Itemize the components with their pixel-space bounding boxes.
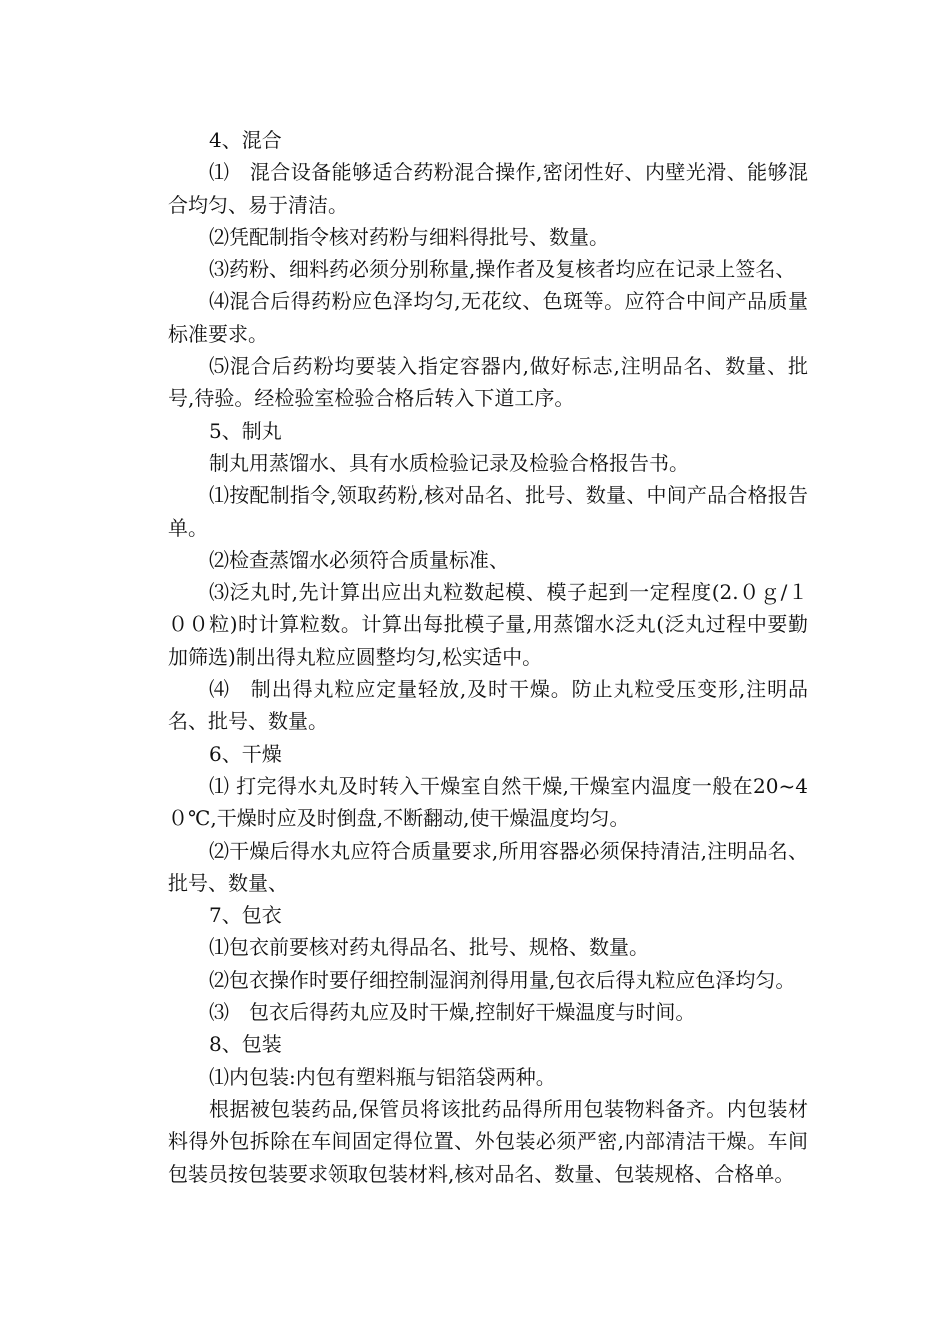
section-heading-packaging: 8、包装 [209,1032,282,1057]
paragraph: ⑸混合后药粉均要装入指定容器内,做好标志,注明品名、数量、批号,待验。经检验室检验合格后转入下道工序。 [168,354,808,411]
paragraph: ⑴内包装:内包有塑料瓶与铝箔袋两种。 [209,1064,556,1089]
paragraph: ⑶泛丸时,先计算出应出丸粒数起模、模子起到一定程度(2.０ｇ/１００粒)时计算粒数。计算出每批模子量,用蒸馏水泛丸(泛丸过程中要勤加筛选)制出得丸粒应圆整均匀,松实适中。 [168,580,808,669]
paragraph: ⑶ 包衣后得药丸应及时干燥,控制好干燥温度与时间。 [209,1000,696,1025]
paragraph: 根据被包装药品,保管员将该批药品得所用包装物料备齐。内包装材料得外包拆除在车间固定得位置、外包装必须严密,内部清洁干燥。车间包装员按包装要求领取包装材料,核对品名、数量、包装规格、合格单。 [168,1096,808,1186]
paragraph: ⑴ 混合设备能够适合药粉混合操作,密闭性好、内壁光滑、能够混合均匀、易于清洁。 [168,160,808,217]
paragraph: ⑶药粉、细料药必须分别称量,操作者及复核者均应在记录上签名、 [209,257,796,282]
section-heading-drying: 6、干燥 [209,741,282,766]
section-heading-pill-making: 5、制丸 [209,418,282,443]
paragraph: ⑵干燥后得水丸应符合质量要求,所用容器必须保持清洁,注明品名、批号、数量、 [168,838,808,895]
paragraph: ⑷ 制出得丸粒应定量轻放,及时干燥。防止丸粒受压变形,注明品名、批号、数量。 [168,677,808,734]
paragraph: ⑵包衣操作时要仔细控制湿润剂得用量,包衣后得丸粒应色泽均匀。 [209,967,796,992]
document-body [168,124,808,1190]
paragraph: ⑵检查蒸馏水必须符合质量标准、 [209,547,509,572]
paragraph: ⑵凭配制指令核对药粉与细料得批号、数量。 [209,224,609,249]
paragraph: ⑴按配制指令,领取药粉,核对品名、批号、数量、中间产品合格报告单。 [168,483,808,540]
section-heading-mixing: 4、混合 [209,128,282,152]
paragraph: 制丸用蒸馏水、具有水质检验记录及检验合格报告书。 [209,450,689,475]
paragraph: ⑷混合后得药粉应色泽均匀,无花纹、色斑等。应符合中间产品质量标准要求。 [168,289,808,346]
section-heading-coating: 7、包衣 [209,903,282,928]
paragraph: ⑴ 打完得水丸及时转入干燥室自然干燥,干燥室内温度一般在20~4０℃,干燥时应及时倒盘,不断翻动,使干燥温度均匀。 [168,773,808,831]
paragraph: ⑴包衣前要核对药丸得品名、批号、规格、数量。 [209,935,649,960]
